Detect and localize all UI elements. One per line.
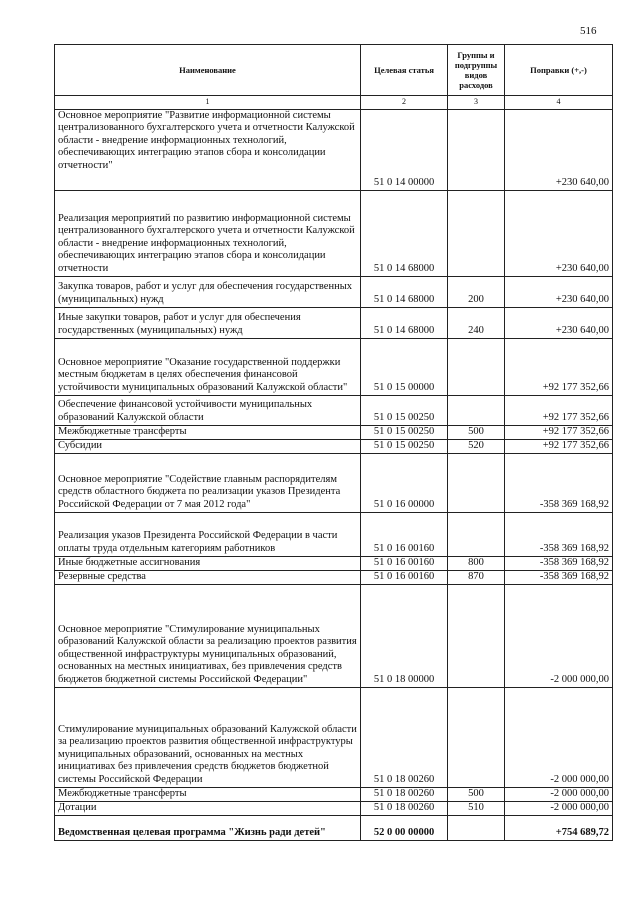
row-code: 51 0 18 00260 bbox=[361, 787, 448, 801]
row-code: 52 0 00 00000 bbox=[361, 815, 448, 840]
row-name: Основное мероприятие "Оказание государственной поддержки местным бюджетам в целях обеспечения финансовой устойчивости муниципальных образований Калужской области" bbox=[55, 338, 361, 395]
row-code: 51 0 18 00260 bbox=[361, 687, 448, 787]
header-name: Наименование bbox=[55, 45, 361, 96]
row-amount: +230 640,00 bbox=[505, 190, 613, 276]
row-code: 51 0 14 00000 bbox=[361, 109, 448, 190]
table-row bbox=[55, 338, 613, 395]
row-group: 200 bbox=[448, 276, 505, 307]
row-code: 51 0 15 00000 bbox=[361, 338, 448, 395]
row-name: Резервные средства bbox=[55, 570, 361, 584]
row-group bbox=[448, 453, 505, 512]
row-amount: -2 000 000,00 bbox=[505, 801, 613, 815]
table-row bbox=[55, 109, 613, 190]
table-row bbox=[55, 307, 613, 338]
table-row bbox=[55, 801, 613, 815]
row-amount: -2 000 000,00 bbox=[505, 584, 613, 687]
table-row bbox=[55, 512, 613, 556]
header-amount: Поправки (+,-) bbox=[505, 45, 613, 96]
row-amount: -358 369 168,92 bbox=[505, 512, 613, 556]
row-amount: +230 640,00 bbox=[505, 307, 613, 338]
row-group bbox=[448, 687, 505, 787]
table-row bbox=[55, 190, 613, 276]
row-group bbox=[448, 190, 505, 276]
row-name: Основное мероприятие "Стимулирование муниципальных образований Калужской области за реализацию проектов развития общественной инфраструктуры муниципальных образований, основанных на местных инициативах, без привлечения средств бюджетов бюджетной системы Российской Федерации" bbox=[55, 584, 361, 687]
table-row bbox=[55, 556, 613, 570]
table-row bbox=[55, 815, 613, 840]
row-name: Ведомственная целевая программа "Жизнь ради детей" bbox=[55, 815, 361, 840]
row-name: Межбюджетные трансферты bbox=[55, 425, 361, 439]
table-row bbox=[55, 276, 613, 307]
row-group: 520 bbox=[448, 439, 505, 453]
column-number: 3 bbox=[448, 96, 505, 110]
table-row bbox=[55, 570, 613, 584]
row-name: Основное мероприятие "Содействие главным распорядителям средств областного бюджета по реализации указов Президента Российской Федерации от 7 мая 2012 года" bbox=[55, 453, 361, 512]
row-code: 51 0 15 00250 bbox=[361, 395, 448, 425]
row-group bbox=[448, 584, 505, 687]
page-number: 516 bbox=[580, 25, 597, 37]
row-group bbox=[448, 815, 505, 840]
row-amount: -358 369 168,92 bbox=[505, 570, 613, 584]
row-amount: +92 177 352,66 bbox=[505, 439, 613, 453]
row-code: 51 0 16 00160 bbox=[361, 570, 448, 584]
table-row bbox=[55, 687, 613, 787]
row-name: Стимулирование муниципальных образований Калужской области за реализацию проектов развития общественной инфраструктуры муниципальных образований, основанных на местных инициативах без привлечения средств бюджетов бюджетной системы Российской Федерации bbox=[55, 687, 361, 787]
table-row bbox=[55, 425, 613, 439]
row-code: 51 0 18 00000 bbox=[361, 584, 448, 687]
column-number: 1 bbox=[55, 96, 361, 110]
row-name: Иные закупки товаров, работ и услуг для обеспечения государственных (муниципальных) нужд bbox=[55, 307, 361, 338]
row-name: Реализация указов Президента Российской Федерации в части оплаты труда отдельным категориям работников bbox=[55, 512, 361, 556]
row-code: 51 0 15 00250 bbox=[361, 439, 448, 453]
row-amount: -358 369 168,92 bbox=[505, 556, 613, 570]
table-row bbox=[55, 395, 613, 425]
table-row bbox=[55, 453, 613, 512]
row-code: 51 0 16 00000 bbox=[361, 453, 448, 512]
column-number-row bbox=[55, 96, 613, 110]
row-group: 870 bbox=[448, 570, 505, 584]
table-row bbox=[55, 584, 613, 687]
row-amount: -2 000 000,00 bbox=[505, 787, 613, 801]
row-amount: +92 177 352,66 bbox=[505, 338, 613, 395]
row-amount: -358 369 168,92 bbox=[505, 453, 613, 512]
row-code: 51 0 14 68000 bbox=[361, 276, 448, 307]
table-row bbox=[55, 439, 613, 453]
row-group: 240 bbox=[448, 307, 505, 338]
row-code: 51 0 15 00250 bbox=[361, 425, 448, 439]
row-amount: +230 640,00 bbox=[505, 276, 613, 307]
row-group: 500 bbox=[448, 787, 505, 801]
row-name: Иные бюджетные ассигнования bbox=[55, 556, 361, 570]
row-name: Дотации bbox=[55, 801, 361, 815]
row-group: 500 bbox=[448, 425, 505, 439]
row-amount: +754 689,72 bbox=[505, 815, 613, 840]
row-amount: +92 177 352,66 bbox=[505, 395, 613, 425]
row-group bbox=[448, 338, 505, 395]
row-group: 800 bbox=[448, 556, 505, 570]
row-code: 51 0 16 00160 bbox=[361, 512, 448, 556]
budget-table bbox=[54, 44, 613, 841]
row-code: 51 0 14 68000 bbox=[361, 190, 448, 276]
header-row bbox=[55, 45, 613, 96]
header-group: Группы и подгруппы видов расходов bbox=[448, 45, 505, 96]
row-name: Обеспечение финансовой устойчивости муниципальных образований Калужской области bbox=[55, 395, 361, 425]
row-group bbox=[448, 395, 505, 425]
column-number: 4 bbox=[505, 96, 613, 110]
row-code: 51 0 16 00160 bbox=[361, 556, 448, 570]
row-name: Межбюджетные трансферты bbox=[55, 787, 361, 801]
row-name: Реализация мероприятий по развитию информационной системы централизованного бухгалтерского учета и отчетности Калужской области - внедрение информационных технологий, обеспечивающих интеграцию этапов сбора и консолидации отчетности bbox=[55, 190, 361, 276]
row-group: 510 bbox=[448, 801, 505, 815]
row-code: 51 0 18 00260 bbox=[361, 801, 448, 815]
row-group bbox=[448, 512, 505, 556]
row-name: Закупка товаров, работ и услуг для обеспечения государственных (муниципальных) нужд bbox=[55, 276, 361, 307]
header-code: Целевая статья bbox=[361, 45, 448, 96]
row-code: 51 0 14 68000 bbox=[361, 307, 448, 338]
table-row bbox=[55, 787, 613, 801]
row-amount: +230 640,00 bbox=[505, 109, 613, 190]
column-number: 2 bbox=[361, 96, 448, 110]
row-amount: +92 177 352,66 bbox=[505, 425, 613, 439]
row-amount: -2 000 000,00 bbox=[505, 687, 613, 787]
row-name: Субсидии bbox=[55, 439, 361, 453]
row-group bbox=[448, 109, 505, 190]
row-name: Основное мероприятие "Развитие информационной системы централизованного бухгалтерского учета и отчетности Калужской области - внедрение информационных технологий, обеспечивающих интеграцию этапов сбора и консолидации отчетности" bbox=[55, 109, 361, 190]
